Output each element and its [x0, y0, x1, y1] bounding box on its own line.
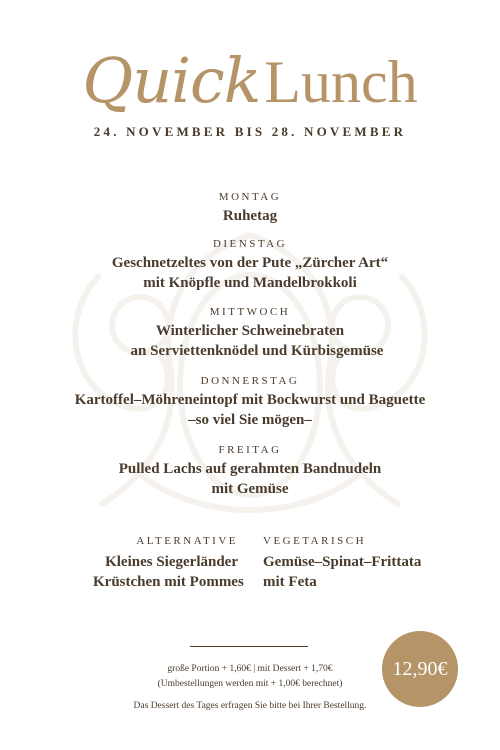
dish-line: an Serviettenknödel und Kürbisgemüse — [130, 343, 384, 359]
day-label: DIENSTAG — [212, 238, 288, 250]
day-label: MONTAG — [218, 191, 282, 203]
day-label: DONNERSTAG — [200, 375, 300, 387]
dish-line: mit Gemüse — [211, 481, 289, 497]
day-thursday — [0, 375, 500, 430]
dish-line: Kartoffel–Möhreneintopf mit Bockwurst und Baguette — [74, 392, 426, 408]
dish-line: Pulled Lachs auf gerahmten Bandnudeln — [118, 461, 382, 477]
dish-line: mit Knöpfle und Mandelbrokkoli — [143, 275, 357, 291]
price-badge — [382, 631, 458, 707]
dish-line: Gemüse–Spinat–Frittata — [263, 554, 422, 570]
footer-dessert-note: Das Dessert des Tages erfragen Sie bitte bei Ihrer Bestellung. — [133, 701, 367, 711]
divider-line — [190, 646, 308, 647]
day-monday — [0, 191, 500, 226]
dish-line: mit Feta — [263, 574, 317, 590]
dish-line: Ruhetag — [222, 208, 278, 224]
day-dish — [0, 390, 500, 430]
alternative-dish — [93, 552, 244, 592]
alternative-option — [93, 535, 244, 592]
dish-line: Geschnetzeltes von der Pute „Zürcher Art“ — [111, 255, 389, 271]
footer-rebooking-note: (Umbestellungen werden mit + 1,00€ berechnet) — [157, 679, 343, 689]
day-dish — [0, 206, 500, 226]
vegetarian-label: VEGETARISCH — [263, 535, 367, 547]
vegetarian-option — [263, 535, 463, 592]
price-value: 12,90€ — [392, 657, 448, 680]
day-tuesday — [0, 238, 500, 293]
day-friday — [0, 444, 500, 499]
day-wednesday — [0, 306, 500, 361]
day-label: FREITAG — [218, 444, 282, 456]
dish-line: Kleines Siegerländer — [105, 554, 238, 570]
alternative-label: ALTERNATIVE — [136, 535, 238, 547]
vegetarian-dish — [263, 552, 463, 592]
date-range: 24. NOVEMBER BIS 28. NOVEMBER — [93, 124, 407, 139]
quick-lunch-title — [0, 44, 500, 117]
day-dish — [0, 253, 500, 293]
dish-line: Winterlicher Schweinebraten — [155, 323, 345, 339]
dish-line: –so viel Sie mögen– — [188, 412, 312, 428]
footer-prices: große Portion + 1,60€ | mit Dessert + 1,70€ — [167, 664, 333, 674]
title-script: Quick — [82, 44, 261, 117]
day-label: MITTWOCH — [209, 306, 291, 318]
day-dish — [0, 321, 500, 361]
dish-line: Krüstchen mit Pommes — [93, 574, 244, 590]
day-dish — [0, 459, 500, 499]
title-main: Lunch — [264, 49, 418, 115]
